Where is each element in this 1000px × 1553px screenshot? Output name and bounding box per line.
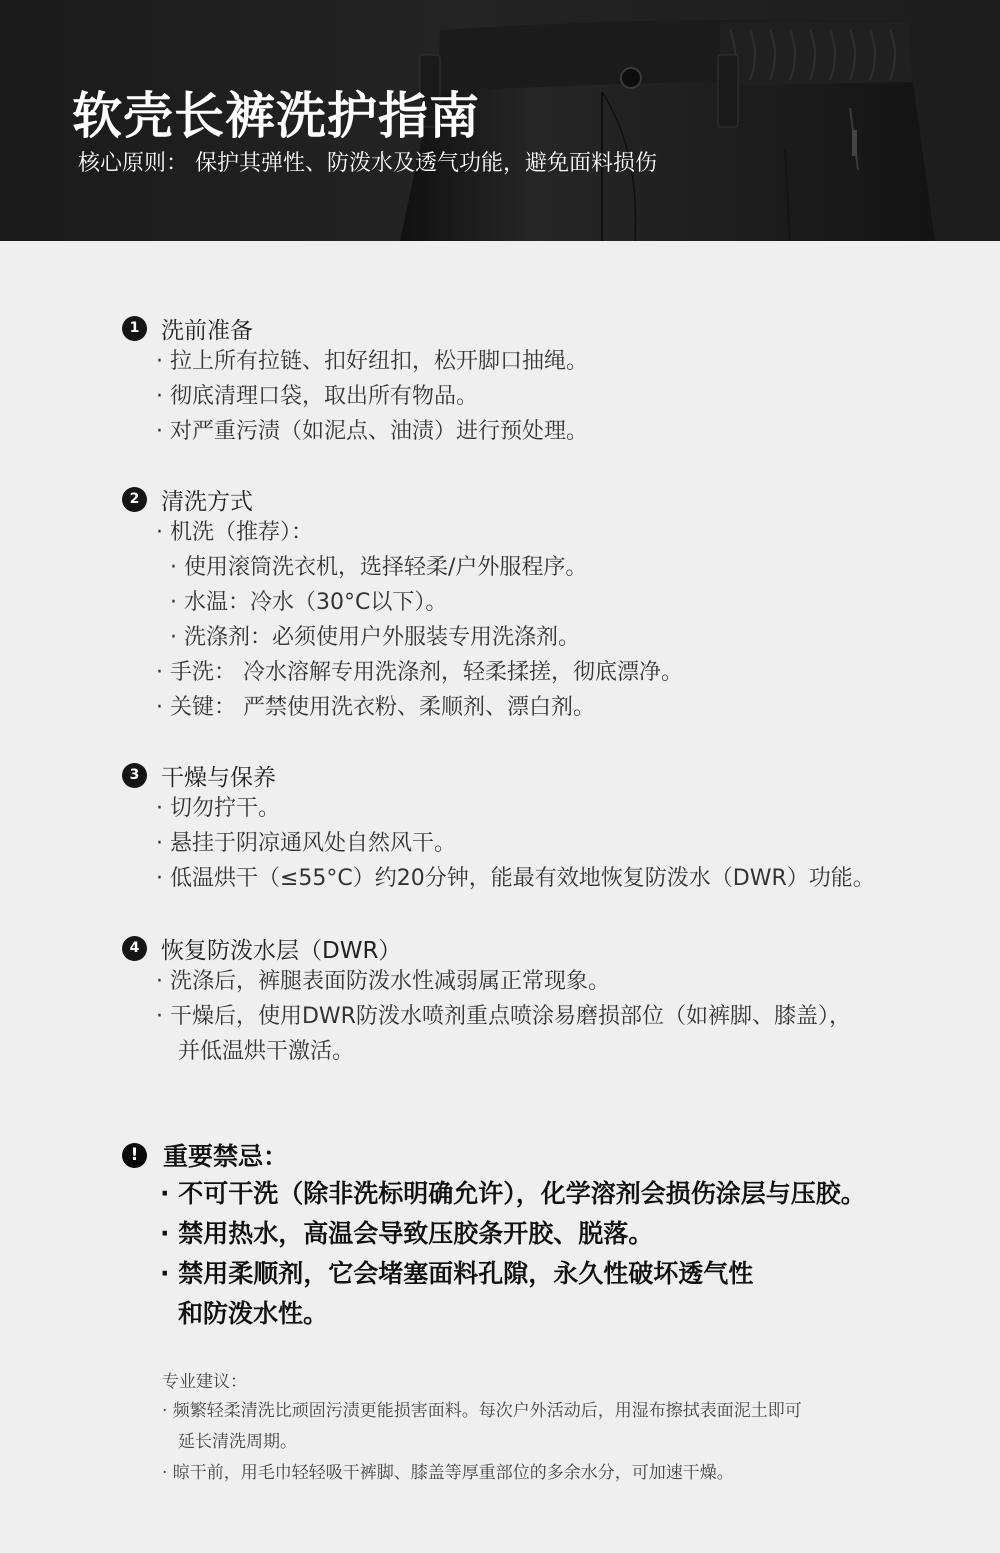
section-title: 洗前准备 — [161, 317, 253, 344]
list-item: · 低温烘干（≤55°C）约20分钟，能最有效地恢复防泼水（DWR）功能。 — [156, 866, 875, 891]
warning-title: 重要禁忌： — [163, 1142, 289, 1171]
list-item: · 洗涤后，裤腿表面防泼水性减弱属正常现象。 — [156, 969, 610, 994]
tip-item: · 频繁轻柔清洗比顽固污渍更能损害面料。每次户外活动后，用湿布擦拭表面泥土即可 — [162, 1401, 802, 1421]
list-item: · 悬挂于阴凉通风处自然风干。 — [156, 831, 456, 856]
section-heading — [122, 932, 851, 964]
page-title: 软壳长裤洗护指南 — [72, 87, 480, 145]
number-badge-icon: 2 — [122, 487, 147, 512]
list-item: · 对严重污渍（如泥点、油渍）进行预处理。 — [156, 419, 588, 444]
section-washing — [122, 483, 683, 725]
list-subitem: · 洗涤剂：必须使用户外服装专用洗涤剂。 — [170, 625, 580, 650]
list-item: · 手洗： 冷水溶解专用洗涤剂，轻柔揉搓，彻底漂净。 — [156, 660, 683, 685]
number-badge-icon: 4 — [122, 936, 147, 961]
list-subitem: · 使用滚筒洗衣机，选择轻柔/户外服程序。 — [170, 555, 588, 580]
pro-tips — [162, 1368, 802, 1489]
list-item: · 切勿拧干。 — [156, 796, 280, 821]
section-heading — [122, 759, 875, 791]
warning-item: · 禁用热水，高温会导致压胶条开胶、脱落。 — [160, 1219, 654, 1248]
number-badge-icon: 3 — [122, 763, 147, 788]
exclamation-icon: ! — [122, 1143, 147, 1168]
list-item: · 拉上所有拉链、扣好纽扣，松开脚口抽绳。 — [156, 349, 588, 374]
warning-block — [122, 1136, 866, 1334]
list-item: · 彻底清理口袋，取出所有物品。 — [156, 384, 478, 409]
section-heading — [122, 483, 683, 515]
section-title: 清洗方式 — [161, 488, 253, 515]
section-dwr-restore — [122, 932, 851, 1069]
section-drying — [122, 759, 875, 896]
core-principle: 核心原则： 保护其弹性、防泼水及透气功能，避免面料损伤 — [78, 151, 657, 176]
warning-heading — [122, 1136, 866, 1174]
tips-title: 专业建议： — [162, 1372, 247, 1392]
number-badge-icon: 1 — [122, 316, 147, 341]
warning-item-continuation: 和防泼水性。 — [178, 1299, 329, 1328]
tip-item: · 晾干前，用毛巾轻轻吸干裤脚、膝盖等厚重部位的多余水分，可加速干燥。 — [162, 1463, 734, 1483]
list-item: · 机洗（推荐）： — [156, 520, 313, 545]
list-item: · 干燥后，使用DWR防泼水喷剂重点喷涂易磨损部位（如裤脚、膝盖）， — [156, 1004, 851, 1029]
list-item-continuation: 并低温烘干激活。 — [178, 1039, 355, 1064]
list-item: · 关键： 严禁使用洗衣粉、柔顺剂、漂白剂。 — [156, 695, 595, 720]
hero-banner — [0, 0, 1000, 241]
list-subitem: · 水温：冷水（30°C以下）。 — [170, 590, 448, 615]
warning-item: · 不可干洗（除非洗标明确允许），化学溶剂会损伤涂层与压胶。 — [160, 1179, 866, 1208]
section-title: 恢复防泼水层（DWR） — [161, 937, 402, 964]
warning-item: · 禁用柔顺剂，它会堵塞面料孔隙，永久性破坏透气性 — [160, 1259, 754, 1288]
section-pre-wash — [122, 312, 588, 449]
tip-item-continuation: 延长清洗周期。 — [178, 1432, 297, 1452]
section-heading — [122, 312, 588, 344]
section-title: 干燥与保养 — [161, 764, 276, 791]
